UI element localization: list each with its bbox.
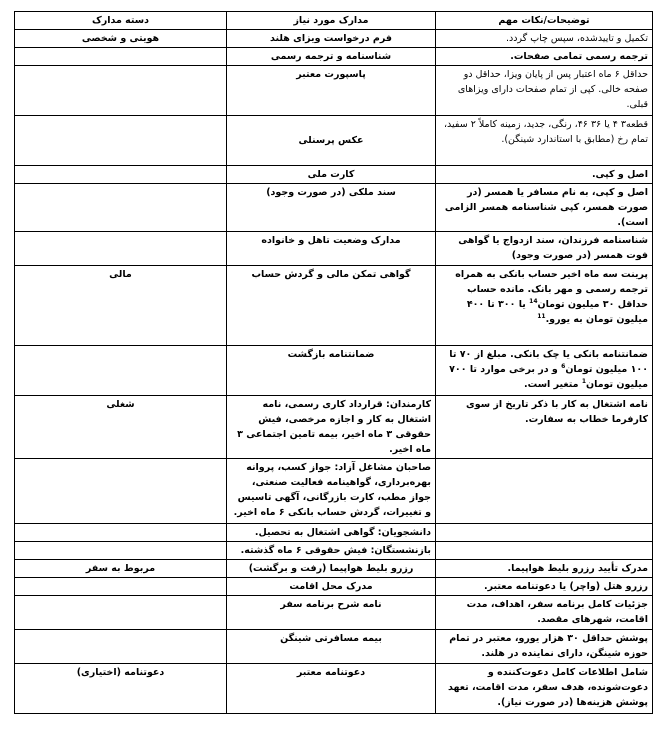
category-cell: دعوتنامه (اختیاری) <box>15 664 227 714</box>
notes-cell: پوشش حداقل ۳۰ هزار یورو، معتبر در تمام حوزه شینگن، دارای نماینده در هلند. <box>436 630 653 664</box>
table-row <box>15 232 653 266</box>
document-cell: بازنشستگان: فیش حقوقی ۶ ماه گذشته. <box>227 542 436 560</box>
document-cell: رزرو بلیط هواپیما (رفت و برگشت) <box>227 560 436 578</box>
notes-cell: رزرو هتل (واچر) یا دعوتنامه معتبر. <box>436 578 653 596</box>
category-cell: مالی <box>15 266 227 346</box>
table-row <box>15 166 653 184</box>
table-row <box>15 664 653 714</box>
table-row <box>15 396 653 459</box>
document-cell: پاسپورت معتبر <box>227 66 436 116</box>
category-cell: شغلی <box>15 396 227 459</box>
notes-cell <box>436 346 653 396</box>
document-cell: ضمانتنامه بازگشت <box>227 346 436 396</box>
notes-cell <box>436 524 653 542</box>
document-cell: بیمه مسافرتی شینگن <box>227 630 436 664</box>
table-row <box>15 630 653 664</box>
table-row <box>15 116 653 166</box>
category-cell <box>15 578 227 596</box>
category-cell <box>15 232 227 266</box>
document-cell: دانشجویان: گواهی اشتغال به تحصیل. <box>227 524 436 542</box>
notes-cell: مدرک تأیید رزرو بلیط هواپیما. <box>436 560 653 578</box>
document-cell: شناسنامه و ترجمه رسمی <box>227 48 436 66</box>
category-cell <box>15 116 227 166</box>
notes-text: و در برخی موارد تا ۷۰۰ میلیون تومان <box>449 364 648 390</box>
document-cell: کارمندان: قرارداد کاری رسمی، نامه اشتغال به کار و اجازه مرخصی، فیش حقوقی ۳ ماه اخیر، بیمه تامین اجتماعی ۳ ماه اخیر. <box>227 396 436 459</box>
table-row <box>15 66 653 116</box>
table-row <box>15 184 653 232</box>
category-cell <box>15 596 227 630</box>
table-row <box>15 459 653 524</box>
category-cell <box>15 630 227 664</box>
footnote-ref: 1 <box>581 377 587 385</box>
notes-cell: شناسنامه فرزندان، سند ازدواج یا گواهی فوت همسر (در صورت وجود) <box>436 232 653 266</box>
document-cell: مدرک محل اقامت <box>227 578 436 596</box>
category-cell <box>15 66 227 116</box>
category-cell: مربوط به سفر <box>15 560 227 578</box>
notes-text: متغیر است. <box>524 379 582 390</box>
notes-cell: شامل اطلاعات کامل دعوت‌کننده و دعوت‌شونده، هدف سفر، مدت اقامت، تعهد پوشش هزینه‌ها (در صورت نیاز). <box>436 664 653 714</box>
category-cell <box>15 542 227 560</box>
document-cell: کارت ملی <box>227 166 436 184</box>
header-notes: توضیحات/نکات مهم <box>436 12 653 30</box>
notes-text: یا ۳۰۰ تا ۴۰۰ میلیون تومان به یورو. <box>466 299 648 325</box>
category-cell <box>15 48 227 66</box>
table-row <box>15 266 653 346</box>
notes-cell: اصل و کپی، به نام مسافر یا همسر (در صورت همسر، کپی شناسنامه همسر الزامی است). <box>436 184 653 232</box>
table-row <box>15 48 653 66</box>
notes-text: پرینت سه ماه اخیر حساب بانکی به همراه ترجمه رسمی و مهر بانک. مانده حساب حداقل ۳۰ میلیون تومان <box>455 269 648 310</box>
category-cell <box>15 166 227 184</box>
notes-cell <box>436 266 653 346</box>
table-row <box>15 30 653 48</box>
document-cell: سند ملکی (در صورت وجود) <box>227 184 436 232</box>
table-row <box>15 596 653 630</box>
category-cell <box>15 346 227 396</box>
document-cell: فرم درخواست ویزای هلند <box>227 30 436 48</box>
category-cell <box>15 184 227 232</box>
header-documents: مدارک مورد نیاز <box>227 12 436 30</box>
category-cell: هویتی و شخصی <box>15 30 227 48</box>
notes-cell <box>436 542 653 560</box>
footnote-ref: 11 <box>537 312 546 320</box>
table-row <box>15 524 653 542</box>
document-cell: نامه شرح برنامه سفر <box>227 596 436 630</box>
table-row <box>15 560 653 578</box>
notes-cell <box>436 459 653 524</box>
document-cell: صاحبان مشاغل آزاد: جواز کسب، پروانه بهره‌برداری، گواهینامه فعالیت صنعتی، جواز مطب، کارت بازرگانی، آگهی تاسیس و تغییرات، گردش حساب بانکی ۶ ماه اخیر. <box>227 459 436 524</box>
footnote-ref: 14 <box>529 297 538 305</box>
notes-cell: تکمیل و تاییدشده، سپس چاپ گردد. <box>436 30 653 48</box>
notes-cell: نامه اشتغال به کار با ذکر تاریخ از سوی کارفرما خطاب به سفارت. <box>436 396 653 459</box>
notes-text: ضمانتنامه بانکی یا چک بانکی. مبلغ از ۷۰ تا ۱۰۰ میلیون تومان <box>449 349 648 375</box>
header-row <box>15 12 653 30</box>
table-row <box>15 542 653 560</box>
category-cell <box>15 459 227 524</box>
document-cell: عکس پرسنلی <box>227 116 436 166</box>
document-cell: گواهی تمکن مالی و گردش حساب <box>227 266 436 346</box>
document-cell: مدارک وضعیت تاهل و خانواده <box>227 232 436 266</box>
notes-cell: ترجمه رسمی تمامی صفحات. <box>436 48 653 66</box>
footnote-ref: 6 <box>561 362 566 370</box>
notes-cell: حداقل ۶ ماه اعتبار پس از پایان ویزا، حداقل دو صفحه خالی. کپی از تمام صفحات دارای ویزاهای قبلی. <box>436 66 653 116</box>
category-cell <box>15 524 227 542</box>
table-row <box>15 578 653 596</box>
notes-cell: جزئیات کامل برنامه سفر، اهداف، مدت اقامت، شهرهای مقصد. <box>436 596 653 630</box>
documents-table <box>14 11 653 714</box>
header-category: دسته مدارک <box>15 12 227 30</box>
table-row <box>15 346 653 396</box>
notes-cell: اصل و کپی. <box>436 166 653 184</box>
notes-cell: قطعه۳ ۴ یا ۳۶ ۴۶، رنگی، جدید، زمینه کاملاً ۲ سفید، تمام رخ (مطابق با استاندارد شینگن). <box>436 116 653 166</box>
document-cell: دعوتنامه معتبر <box>227 664 436 714</box>
